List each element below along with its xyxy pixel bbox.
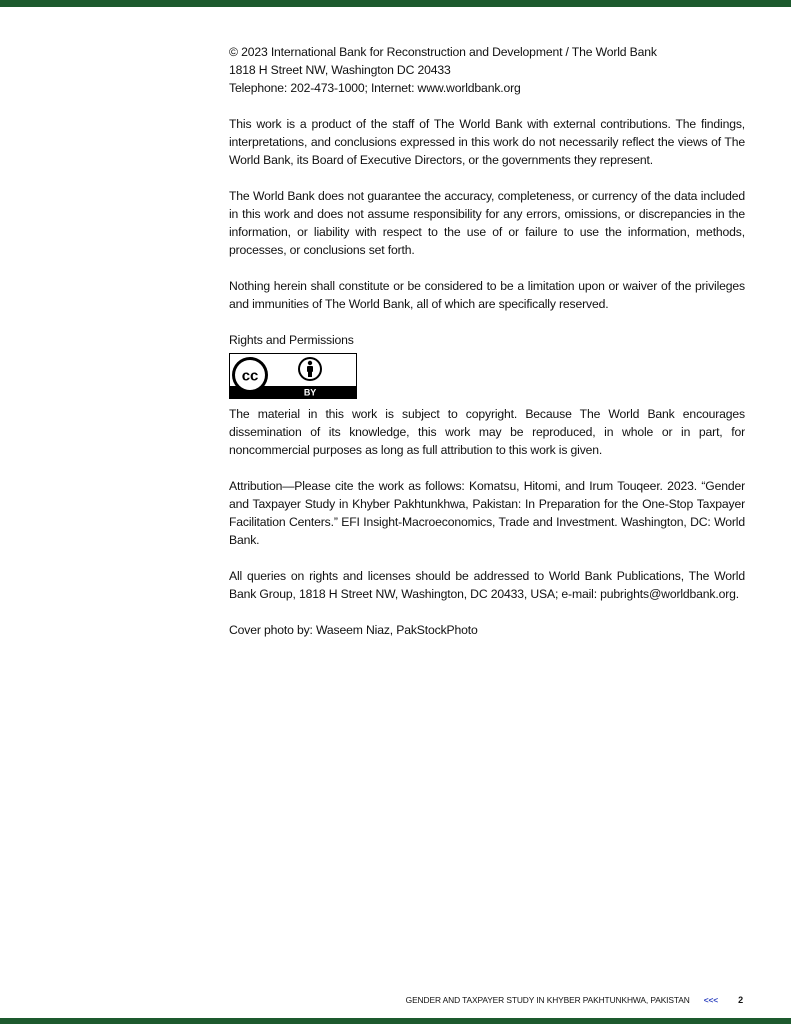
creative-commons-icon [232, 357, 268, 393]
copyright-line: © 2023 International Bank for Reconstruction and Development / The World Bank [229, 45, 657, 59]
attribution-paragraph: Attribution—Please cite the work as follows: Komatsu, Hitomi, and Irum Touqeer. 2023. “Gender and Taxpayer Study in Khyber Pakhtunkhwa, Pakistan: In Preparation for the One-Stop Taxpayer Facilitation Centers.” EFI Insight-Macroeconomics, Trade and Investment. Washington, DC: World Bank. [229, 479, 745, 547]
running-title: GENDER AND TAXPAYER STUDY IN KHYBER PAKHTUNKHWA, PAKISTAN [405, 995, 690, 1005]
queries-paragraph: All queries on rights and licenses should be addressed to World Bank Publications, The World Bank Group, 1818 H Street NW, Washington, DC 20433, USA; e-mail: pubrights@worldbank.org. [229, 569, 745, 601]
privileges-paragraph: Nothing herein shall constitute or be considered to be a limitation upon or waiver of the privileges and immunities of The World Bank, all of which are specifically reserved. [229, 279, 745, 311]
copyright-notice-paragraph: The material in this work is subject to copyright. Because The World Bank encourages dissemination of its knowledge, this work may be reproduced, in whole or in part, for noncommercial purposes as long as full attribution to this work is given. [229, 407, 745, 457]
page-footer [406, 995, 743, 1005]
street-address-line: 1818 H Street NW, Washington DC 20433 [229, 63, 451, 77]
bottom-green-bar [0, 1018, 791, 1024]
top-green-bar [0, 0, 791, 7]
by-badge-text: BY [303, 387, 317, 398]
attribution-person-icon [298, 357, 322, 381]
page-number: 2 [738, 995, 743, 1005]
cover-photo-credit: Cover photo by: Waseem Niaz, PakStockPhoto [229, 623, 478, 637]
guarantee-disclaimer-paragraph: The World Bank does not guarantee the accuracy, completeness, or currency of the data included in this work and does not assume responsibility for any errors, omissions, or discrepancies in the information, or liability with respect to the use of or failure to use the information, methods, processes, or conclusions set forth. [229, 189, 745, 257]
rights-permissions-heading: Rights and Permissions [229, 333, 354, 347]
contact-line: Telephone: 202-473-1000; Internet: www.worldbank.org [229, 81, 521, 95]
cc-by-license-badge [229, 353, 357, 399]
cc-badge-text: cc [241, 367, 259, 385]
publisher-address-block [229, 43, 745, 97]
copyright-page-content [229, 43, 745, 657]
product-disclaimer-paragraph: This work is a product of the staff of The World Bank with external contributions. The findings, interpretations, and conclusions expressed in this work do not necessarily reflect the views of The World Bank, its Board of Executive Directors, or the governments they represent. [229, 117, 745, 167]
back-to-contents-link[interactable]: <<< [703, 995, 719, 1005]
